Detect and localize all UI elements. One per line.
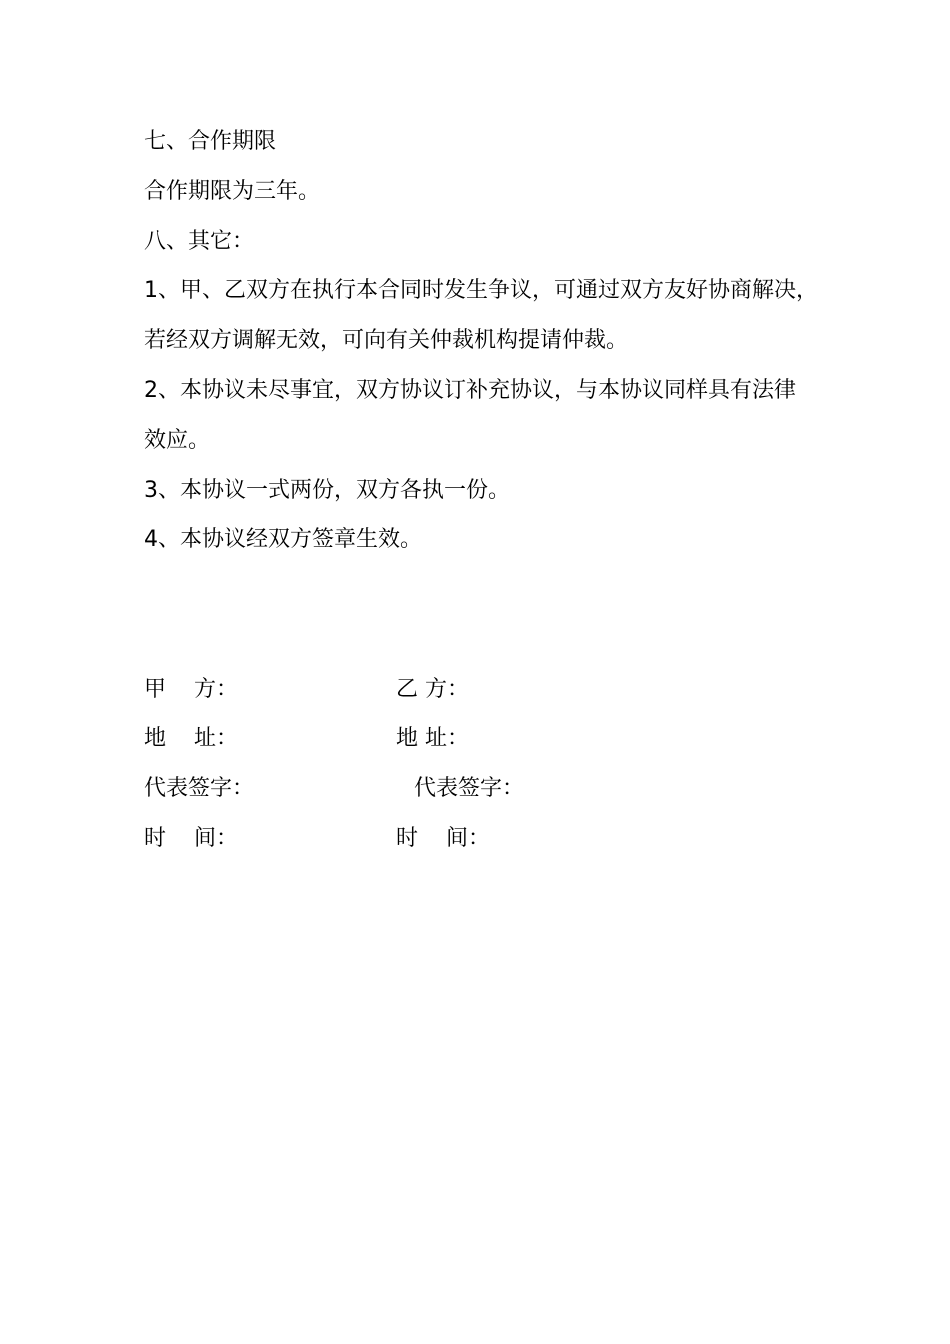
section-8-item-4: 4、本协议经双方签章生效。 (144, 527, 422, 552)
party-a-time-label: 时 间： (144, 826, 238, 851)
party-b-time-label: 时 间： (396, 826, 490, 851)
party-a-address-label: 地 址： (144, 726, 238, 751)
party-a-representative-label: 代表签字： (144, 776, 255, 801)
party-b-address-label: 地 址： (396, 726, 469, 751)
section-8-item-1: 1、甲、乙双方在执行本合同时发生争议，可通过双方友好协商解决， (144, 278, 818, 303)
section-8-heading: 八、其它： (144, 229, 255, 254)
section-8-item-2: 2、本协议未尽事宜，双方协议订补充协议，与本协议同样具有法律 (144, 378, 796, 403)
party-b-label: 乙 方： (396, 677, 469, 702)
section-7-heading: 七、合作期限 (144, 129, 277, 154)
section-7-body: 合作期限为三年。 (144, 179, 321, 204)
section-8-item-3: 3、本协议一式两份，双方各执一份。 (144, 478, 510, 503)
party-b-representative-label: 代表签字： (414, 776, 525, 801)
party-a-label: 甲 方： (144, 677, 238, 702)
section-8-item-2-cont: 效应。 (144, 428, 211, 453)
section-8-item-1-cont: 若经双方调解无效，可向有关仲裁机构提请仲裁。 (144, 328, 629, 353)
